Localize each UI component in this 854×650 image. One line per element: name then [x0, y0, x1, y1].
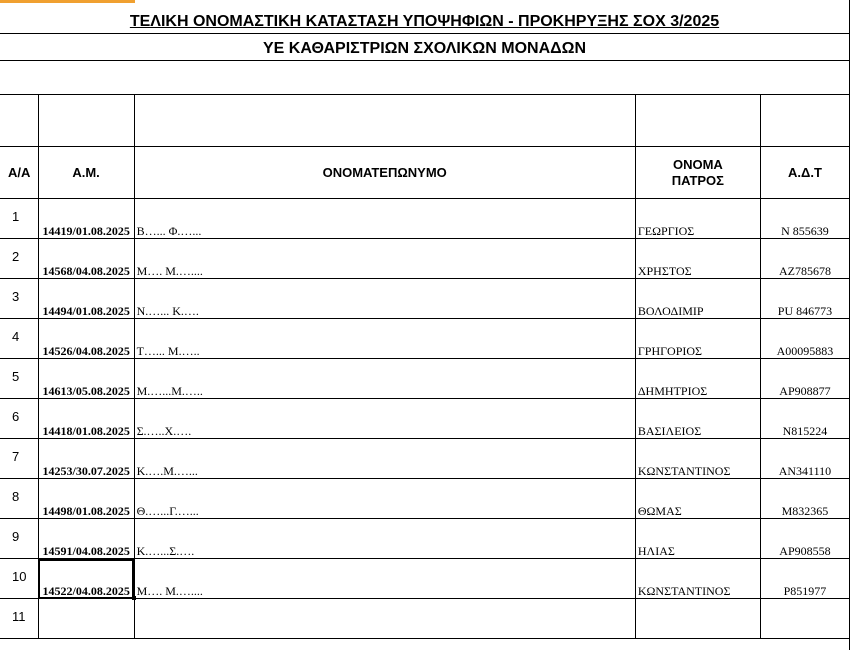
selection-fill-handle[interactable]	[132, 596, 136, 600]
cell-adt[interactable]	[760, 279, 849, 319]
table-row	[0, 559, 850, 599]
cell-aa-value: 2	[12, 249, 20, 264]
cell-father[interactable]	[635, 559, 760, 599]
cell-adt[interactable]	[760, 319, 849, 359]
cell-adt[interactable]	[760, 479, 849, 519]
table-row	[0, 319, 850, 359]
cell-adt-value: Μ832365	[781, 504, 829, 518]
cell-name[interactable]	[134, 319, 635, 359]
cell-aa[interactable]	[0, 279, 38, 319]
cell-adt-value: ΑΖ785678	[778, 264, 831, 278]
cell-am-value: 14526/04.08.2025	[42, 344, 130, 358]
cell-aa[interactable]	[0, 239, 38, 279]
cell-father[interactable]	[635, 519, 760, 559]
table-row	[0, 279, 850, 319]
cell-am[interactable]	[38, 319, 134, 359]
header-name[interactable]: ΟΝΟΜΑΤΕΠΩΝΥΜΟ	[134, 147, 635, 199]
cell-adt-value: Ν 855639	[781, 224, 829, 238]
cell-father-value: ΚΩΝΣΤΑΝΤΙΝΟΣ	[637, 464, 731, 478]
cell-am[interactable]	[38, 519, 134, 559]
cell-name[interactable]	[134, 359, 635, 399]
cell-father-value: ΘΩΜΑΣ	[637, 504, 682, 518]
title-row[interactable]	[0, 0, 849, 34]
cell-father-value: ΚΩΝΣΤΑΝΤΙΝΟΣ	[637, 584, 731, 598]
cell-am-value: 14568/04.08.2025	[42, 264, 130, 278]
cell-adt[interactable]	[760, 359, 849, 399]
cell-adt[interactable]	[760, 439, 849, 479]
cell-father[interactable]	[635, 319, 760, 359]
cell-am[interactable]	[38, 559, 134, 599]
cell-name-value: Τ…... Μ.…..	[136, 344, 200, 358]
cell-father-value: ΔΗΜΗΤΡΙΟΣ	[637, 384, 708, 398]
cell-am[interactable]	[38, 279, 134, 319]
cell-name-value: Μ…. Μ.…....	[136, 264, 203, 278]
cell-aa-value: 5	[12, 369, 20, 384]
cell-am-value: 14522/04.08.2025	[42, 584, 130, 598]
cell-aa[interactable]	[0, 399, 38, 439]
cell-adt-value: ΑΡ908877	[779, 384, 831, 398]
header-father[interactable]	[635, 147, 760, 199]
cell-father[interactable]	[635, 599, 760, 639]
table-row	[0, 399, 850, 439]
cell-name-value: Κ.…...Σ.….	[136, 544, 195, 558]
cell-name[interactable]	[134, 439, 635, 479]
cell-name-value: Ν.…... Κ.….	[136, 304, 199, 318]
cell-name[interactable]	[134, 399, 635, 439]
cell-name-value: Κ.….Μ.…...	[136, 464, 198, 478]
cell-am[interactable]	[38, 359, 134, 399]
table-row	[0, 359, 850, 399]
cell-name-value: Β…... Φ.…...	[136, 224, 202, 238]
cell-father-value: ΓΡΗΓΟΡΙΟΣ	[637, 344, 703, 358]
cell-father[interactable]	[635, 239, 760, 279]
table-row	[0, 199, 850, 239]
cell-father-value: ΒΑΣΙΛΕΙΟΣ	[637, 424, 702, 438]
sheet-subtitle: ΥΕ ΚΑΘΑΡΙΣΤΡΙΩΝ ΣΧΟΛΙΚΩΝ ΜΟΝΑΔΩΝ	[262, 40, 587, 57]
cell-father-value: ΗΛΙΑΣ	[637, 544, 675, 558]
cell-aa[interactable]	[0, 599, 38, 639]
cell-am-value: 14419/01.08.2025	[42, 224, 130, 238]
cell-father[interactable]	[635, 199, 760, 239]
cell-aa-value: 11	[12, 609, 26, 624]
cell-am[interactable]	[38, 599, 134, 639]
header-spacer-row	[0, 95, 850, 147]
cell-aa[interactable]	[0, 359, 38, 399]
cell-adt[interactable]	[760, 559, 849, 599]
cell-name[interactable]	[134, 479, 635, 519]
cell-aa[interactable]	[0, 439, 38, 479]
cell-father[interactable]	[635, 399, 760, 439]
cell-aa-value: 6	[12, 409, 20, 424]
cell-adt[interactable]	[760, 599, 849, 639]
cell-father[interactable]	[635, 279, 760, 319]
cell-name[interactable]	[134, 519, 635, 559]
cell-am-value: 14613/05.08.2025	[42, 384, 130, 398]
cell-adt-value: Ρ851977	[783, 584, 827, 598]
table-row	[0, 519, 850, 559]
cell-father[interactable]	[635, 359, 760, 399]
cell-adt[interactable]	[760, 519, 849, 559]
cell-father-value: ΓΕΩΡΓΙΟΣ	[637, 224, 695, 238]
cell-aa[interactable]	[0, 319, 38, 359]
header-row	[0, 147, 850, 199]
cell-name-value: Μ.…...Μ.…..	[136, 384, 203, 398]
cell[interactable]	[635, 95, 760, 147]
cell-name-value: Σ.…..Χ.….	[136, 424, 192, 438]
cell-father-value: ΧΡΗΣΤΟΣ	[637, 264, 692, 278]
cell-name[interactable]	[134, 239, 635, 279]
blank-row[interactable]	[0, 60, 849, 95]
subtitle-row[interactable]	[0, 33, 849, 61]
cell-am-value: 14418/01.08.2025	[42, 424, 130, 438]
cell-aa-value: 4	[12, 329, 20, 344]
cell-adt-value: PU 846773	[777, 304, 833, 318]
table-body	[0, 199, 850, 639]
cell-am[interactable]	[38, 399, 134, 439]
header-aa[interactable]: Α/Α	[0, 147, 38, 199]
header-father-line2: ΠΑΤΡΟΣ	[671, 172, 724, 188]
header-am[interactable]: Α.Μ.	[38, 147, 134, 199]
cell-father[interactable]	[635, 439, 760, 479]
cell-adt[interactable]	[760, 399, 849, 439]
header-father-line1: ΟΝΟΜΑ	[672, 156, 723, 172]
cell-adt-value: ΑΝ341110	[778, 464, 832, 478]
cell-name-value: Θ.…...Γ.…...	[136, 504, 199, 518]
cell-adt-value: ΑΡ908558	[779, 544, 831, 558]
cell-am-value: 14591/04.08.2025	[42, 544, 130, 558]
table-row	[0, 599, 850, 639]
table-row	[0, 479, 850, 519]
cell-am-value: 14253/30.07.2025	[42, 464, 130, 478]
cell-adt[interactable]	[760, 199, 849, 239]
cell-am-value: 14494/01.08.2025	[42, 304, 130, 318]
cell-adt-value: Α00095883	[776, 344, 834, 358]
cell-aa[interactable]	[0, 559, 38, 599]
cell-father[interactable]	[635, 479, 760, 519]
cell-name[interactable]	[134, 559, 635, 599]
cell-adt-value: Ν815224	[782, 424, 828, 438]
sheet-title: ΤΕΛΙΚΗ ΟΝΟΜΑΣΤΙΚΗ ΚΑΤΑΣΤΑΣΗ ΥΠΟΨΗΦΙΩΝ - ΠΡΟΚΗΡΥΞΗΣ ΣΟΧ 3/2025	[129, 13, 720, 30]
cell-aa-value: 9	[12, 529, 20, 544]
cell-aa-value: 7	[12, 449, 20, 464]
candidates-table	[0, 94, 850, 639]
cell[interactable]	[38, 95, 134, 147]
cell-father-value: ΒΟΛΟΔΙΜΙΡ	[637, 304, 704, 318]
cell-am[interactable]	[38, 239, 134, 279]
cell-am[interactable]	[38, 439, 134, 479]
cell-am[interactable]	[38, 199, 134, 239]
cell-name[interactable]	[134, 279, 635, 319]
cell-aa-value: 1	[12, 209, 20, 224]
table-row	[0, 239, 850, 279]
cell-aa-value: 10	[12, 569, 27, 584]
cell-am[interactable]	[38, 479, 134, 519]
cell-aa[interactable]	[0, 199, 38, 239]
cell[interactable]	[0, 95, 38, 147]
cell-am-value: 14498/01.08.2025	[42, 504, 130, 518]
cell-adt[interactable]	[760, 239, 849, 279]
cell-name-value: Μ…. Μ.…....	[136, 584, 203, 598]
cell-name[interactable]	[134, 599, 635, 639]
cell-aa[interactable]	[0, 479, 38, 519]
cell-aa-value: 8	[12, 489, 20, 504]
cell-aa[interactable]	[0, 519, 38, 559]
cell-name[interactable]	[134, 199, 635, 239]
cell[interactable]	[134, 95, 635, 147]
header-adt[interactable]: Α.Δ.Τ	[760, 147, 849, 199]
cell-aa-value: 3	[12, 289, 20, 304]
cell[interactable]	[760, 95, 849, 147]
table-row	[0, 439, 850, 479]
